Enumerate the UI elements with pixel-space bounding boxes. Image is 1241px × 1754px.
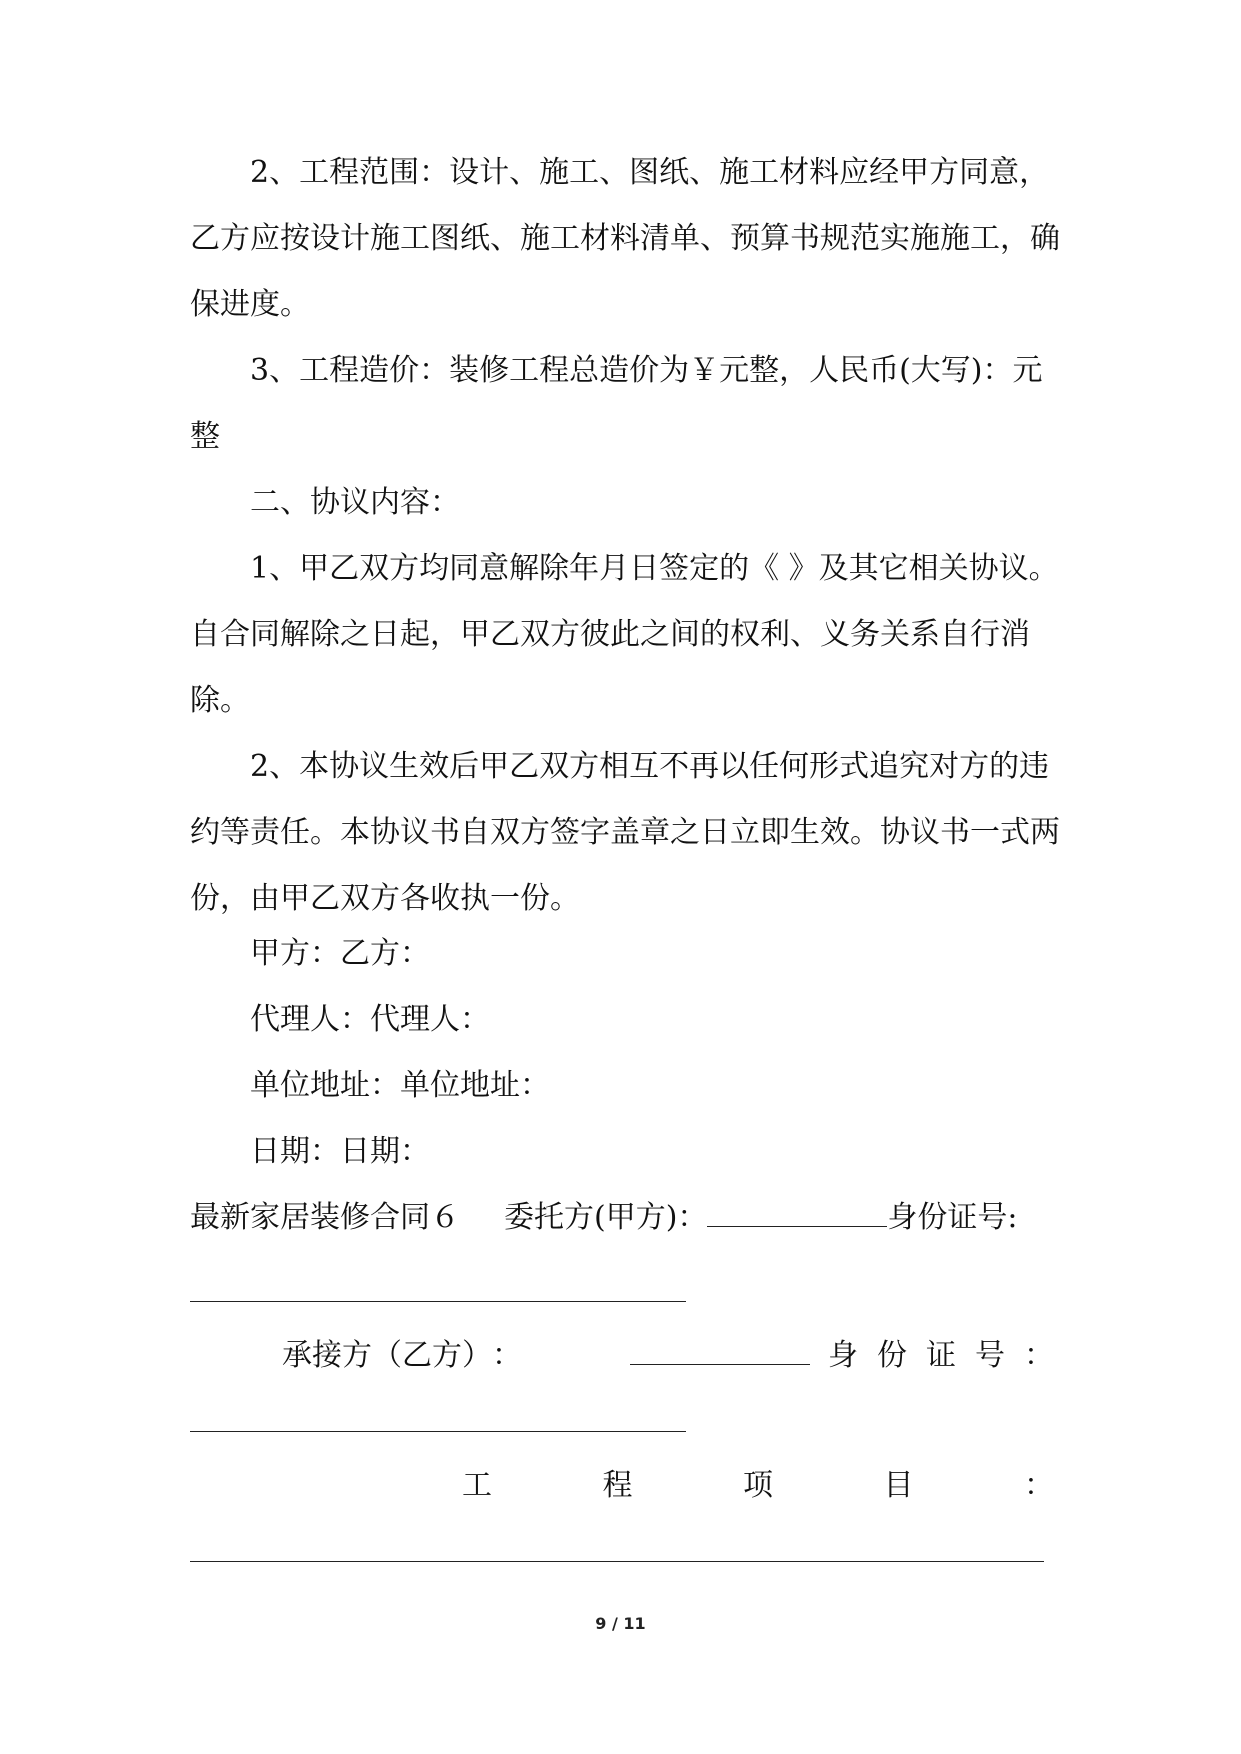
contractor-char: （ bbox=[372, 1338, 402, 1373]
contractor-name-blank bbox=[630, 1364, 810, 1365]
client-label: 委托方(甲方)： bbox=[504, 1200, 708, 1235]
contractor-label bbox=[282, 1334, 522, 1378]
id-label-char: 身 bbox=[828, 1338, 858, 1373]
client-name-blank bbox=[707, 1200, 887, 1227]
project-char: 程 bbox=[602, 1468, 633, 1503]
project-label bbox=[462, 1464, 1054, 1508]
contract6-title: 最新家居装修合同６ bbox=[190, 1200, 460, 1235]
project-char: ： bbox=[1024, 1468, 1054, 1503]
signature-date: 日期：日期： bbox=[250, 1134, 430, 1169]
project-char: 项 bbox=[743, 1468, 773, 1503]
contractor-char: 乙 bbox=[402, 1338, 432, 1373]
contractor-char: ： bbox=[492, 1338, 522, 1373]
contractor-id-label bbox=[828, 1334, 1054, 1378]
paragraph-termination: 1、甲乙双方均同意解除年月日签定的《 》及其它相关协议。自合同解除之日起，甲乙双方彼此之间的权利、义务关系自行消除。 bbox=[190, 551, 1059, 718]
project-char: 目 bbox=[883, 1468, 914, 1503]
id-label-char: 号 bbox=[975, 1338, 1005, 1373]
contract6-header-line bbox=[190, 1196, 1018, 1240]
contractor-char: 方 bbox=[342, 1338, 372, 1373]
signature-party: 甲方：乙方： bbox=[250, 936, 430, 971]
id-label-char: 份 bbox=[877, 1338, 907, 1373]
id-label-char: ： bbox=[1024, 1338, 1054, 1373]
id-label-char: 证 bbox=[926, 1338, 956, 1373]
paragraph-liability: 2、本协议生效后甲乙双方相互不再以任何形式追究对方的违约等责任。本协议书自双方签字盖章之日立即生效。协议书一式两份，由甲乙双方各收执一份。 bbox=[190, 749, 1060, 916]
contractor-char: 接 bbox=[312, 1338, 342, 1373]
contractor-char: 方 bbox=[432, 1338, 462, 1373]
page-number: 9 / 11 bbox=[595, 1614, 646, 1633]
project-char: 工 bbox=[462, 1468, 492, 1503]
client-id-label: 身份证号: bbox=[887, 1200, 1018, 1235]
project-blank bbox=[190, 1561, 1044, 1562]
client-id-blank bbox=[190, 1301, 686, 1302]
paragraph-cost: 3、工程造价：装修工程总造价为￥元整，人民币(大写)：元整 bbox=[190, 353, 1043, 454]
contractor-char: 承 bbox=[282, 1338, 312, 1373]
signature-agent: 代理人：代理人： bbox=[250, 1002, 490, 1037]
signature-address: 单位地址：单位地址： bbox=[250, 1068, 550, 1103]
section-heading-agreement: 二、协议内容： bbox=[250, 485, 460, 520]
contractor-char: ） bbox=[462, 1338, 492, 1373]
paragraph-scope: 2、工程范围：设计、施工、图纸、施工材料应经甲方同意，乙方应按设计施工图纸、施工材料清单、预算书规范实施施工，确保进度。 bbox=[190, 155, 1060, 322]
contractor-id-blank bbox=[190, 1431, 686, 1432]
